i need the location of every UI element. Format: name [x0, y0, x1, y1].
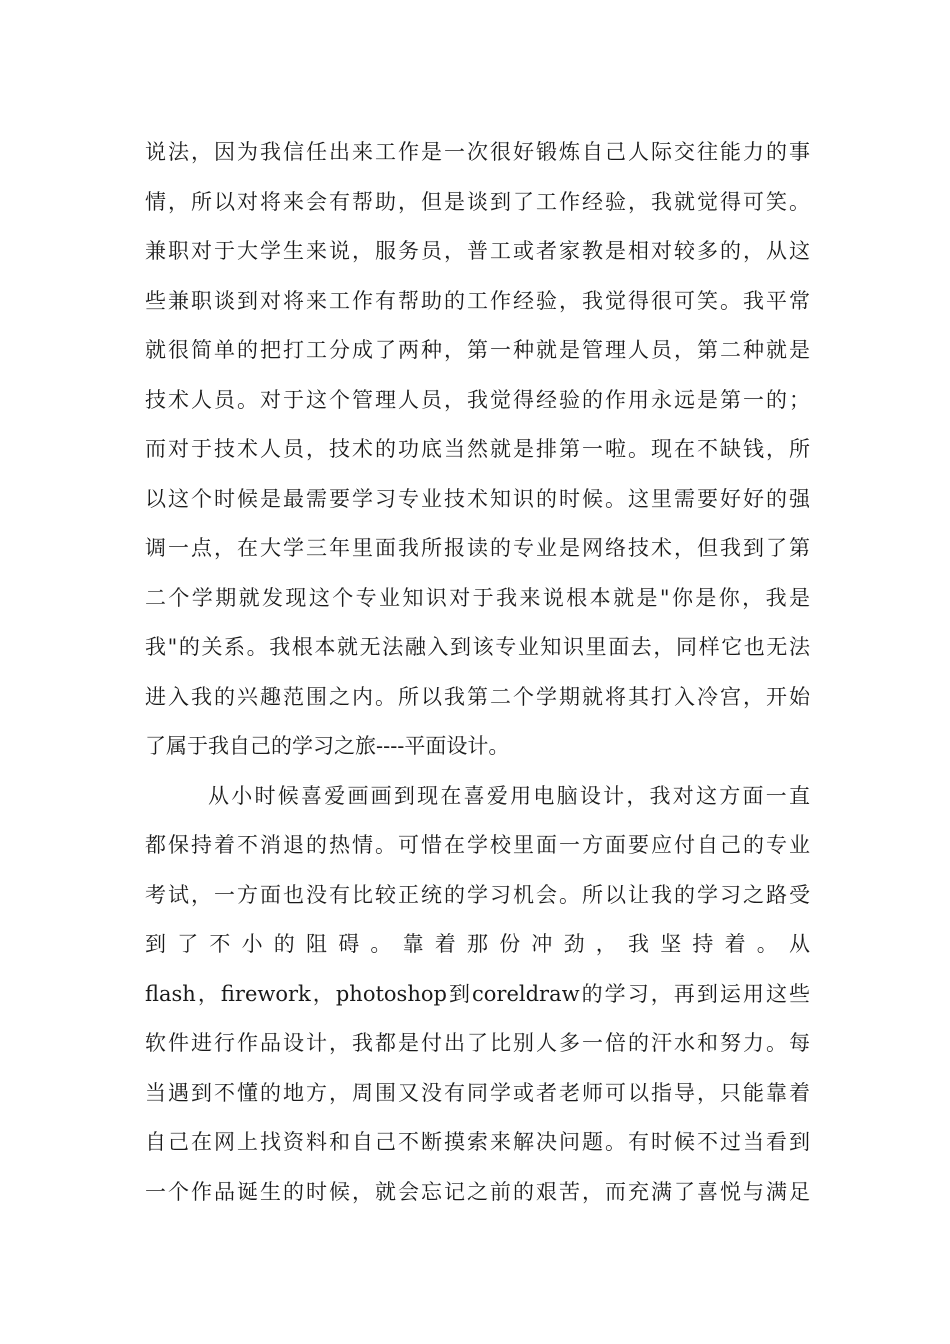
text-line-9: 调一点，在大学三年里面我所报读的专业是网络技术，但我到了第: [145, 536, 810, 560]
text-line-18: flash，firework，photoshop到coreldraw的学习，再到运用这些: [145, 981, 810, 1006]
text-line-11: 我"的关系。我根本就无法融入到该专业知识里面去，同样它也无法: [145, 635, 810, 659]
text-line-20: 当遇到不懂的地方，周围又没有同学或者老师可以指导，只能靠着: [145, 1080, 810, 1105]
text-line-21: 自己在网上找资料和自己不断摸索来解决问题。有时候不过当看到: [145, 1130, 810, 1154]
text-line-8: 以这个时候是最需要学习专业技术知识的时候。这里需要好好的强: [145, 486, 810, 511]
text-line-1: 说法，因为我信任出来工作是一次很好锻炼自己人际交往能力的事: [145, 140, 810, 164]
text-line-22: 一个作品诞生的时候，就会忘记之前的艰苦，而充满了喜悦与满足: [145, 1179, 810, 1204]
text-line-19: 软件进行作品设计，我都是付出了比别人多一倍的汗水和努力。每: [145, 1031, 810, 1055]
text-line-12: 进入我的兴趣范围之内。所以我第二个学期就将其打入冷宫，开始: [145, 684, 810, 709]
text-line-4: 些兼职谈到对将来工作有帮助的工作经验，我觉得很可笑。我平常: [145, 288, 810, 313]
text-line-10: 二个学期就发现这个专业知识对于我来说根本就是"你是你，我是: [145, 585, 810, 610]
text-line-7: 而对于技术人员，技术的功底当然就是排第一啦。现在不缺钱，所: [145, 437, 810, 461]
text-line-17: 到了不小的阻碍。靠着那份冲劲，我坚持着。从: [145, 932, 810, 956]
text-line-13: 了属于我自己的学习之旅----平面设计。: [145, 734, 510, 758]
text-line-6: 技术人员。对于这个管理人员，我觉得经验的作用永远是第一的；: [145, 387, 810, 412]
text-line-2: 情，所以对将来会有帮助，但是谈到了工作经验，我就觉得可笑。: [145, 189, 810, 214]
text-line-5: 就很简单的把打工分成了两种，第一种就是管理人员，第二种就是: [145, 338, 810, 362]
text-line-3: 兼职对于大学生来说，服务员，普工或者家教是相对较多的，从这: [145, 239, 810, 263]
text-line-16: 考试，一方面也没有比较正统的学习机会。所以让我的学习之路受: [145, 882, 810, 907]
text-line-14: 从小时候喜爱画画到现在喜爱用电脑设计，我对这方面一直: [208, 783, 810, 808]
text-line-15: 都保持着不消退的热情。可惜在学校里面一方面要应付自己的专业: [145, 833, 810, 857]
body-text: [145, 128, 810, 1217]
